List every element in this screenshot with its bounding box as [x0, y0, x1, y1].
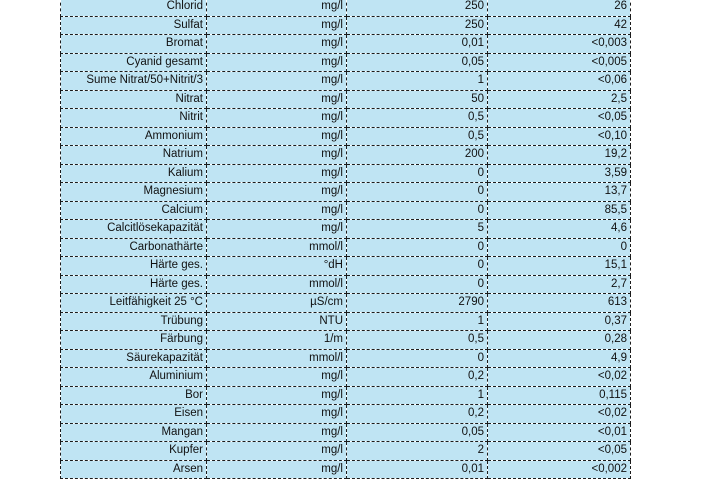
measured-value-cell[interactable]: <0,06	[488, 72, 631, 91]
table-row	[61, 164, 631, 183]
limit-value-cell[interactable]: 1	[347, 386, 488, 405]
parameter-cell[interactable]: Färbung	[61, 331, 207, 350]
limit-value-cell[interactable]: 0	[347, 257, 488, 276]
limit-value-cell[interactable]: 1	[347, 72, 488, 91]
parameter-cell[interactable]: Aluminium	[61, 368, 207, 387]
unit-cell[interactable]: mg/l	[207, 460, 347, 479]
measured-value-cell[interactable]: 2,7	[488, 275, 631, 294]
table-row	[61, 368, 631, 387]
parameter-cell[interactable]: Chlorid	[61, 0, 207, 16]
parameter-cell[interactable]: Härte ges.	[61, 275, 207, 294]
table-row	[61, 312, 631, 331]
parameter-cell[interactable]: Säurekapazität	[61, 349, 207, 368]
limit-value-cell[interactable]: 0	[347, 201, 488, 220]
table-row	[61, 35, 631, 54]
parameter-cell[interactable]: Nitrit	[61, 109, 207, 128]
parameter-cell[interactable]: Eisen	[61, 405, 207, 424]
limit-value-cell[interactable]: 50	[347, 90, 488, 109]
limit-value-cell[interactable]: 0	[347, 275, 488, 294]
measured-value-cell[interactable]: <0,01	[488, 423, 631, 442]
table-row	[61, 72, 631, 91]
unit-cell[interactable]: mmol/l	[207, 275, 347, 294]
unit-cell[interactable]: mmol/l	[207, 349, 347, 368]
table-row	[61, 201, 631, 220]
limit-value-cell[interactable]: 2	[347, 442, 488, 461]
unit-cell[interactable]: mg/l	[207, 16, 347, 35]
unit-cell[interactable]: mg/l	[207, 0, 347, 16]
measured-value-cell[interactable]: 4,9	[488, 349, 631, 368]
parameter-cell[interactable]: Bromat	[61, 35, 207, 54]
unit-cell[interactable]: mg/l	[207, 405, 347, 424]
limit-value-cell[interactable]: 0,05	[347, 423, 488, 442]
limit-value-cell[interactable]: 0,5	[347, 331, 488, 350]
limit-value-cell[interactable]: 0,05	[347, 53, 488, 72]
parameter-cell[interactable]: Trübung	[61, 312, 207, 331]
parameter-cell[interactable]: Cyanid gesamt	[61, 53, 207, 72]
table-body	[61, 0, 631, 479]
limit-value-cell[interactable]: 5	[347, 220, 488, 239]
measured-value-cell[interactable]: 13,7	[488, 183, 631, 202]
table-row	[61, 386, 631, 405]
measured-value-cell[interactable]: 42	[488, 16, 631, 35]
parameter-cell[interactable]: Kupfer	[61, 442, 207, 461]
limit-value-cell[interactable]: 0,01	[347, 35, 488, 54]
measured-value-cell[interactable]: 613	[488, 294, 631, 313]
unit-cell[interactable]: mg/l	[207, 201, 347, 220]
unit-cell[interactable]: °dH	[207, 257, 347, 276]
parameter-cell[interactable]: Arsen	[61, 460, 207, 479]
parameter-cell[interactable]: Härte ges.	[61, 257, 207, 276]
limit-value-cell[interactable]: 0	[347, 164, 488, 183]
parameter-cell[interactable]: Calcium	[61, 201, 207, 220]
limit-value-cell[interactable]: 1	[347, 312, 488, 331]
limit-value-cell[interactable]: 2790	[347, 294, 488, 313]
limit-value-cell[interactable]: 0	[347, 349, 488, 368]
unit-cell[interactable]: mg/l	[207, 72, 347, 91]
table-row	[61, 442, 631, 461]
table-row	[61, 460, 631, 479]
parameter-cell[interactable]: Leitfähigkeit 25 °C	[61, 294, 207, 313]
parameter-cell[interactable]: Kalium	[61, 164, 207, 183]
unit-cell[interactable]: mg/l	[207, 164, 347, 183]
limit-value-cell[interactable]: 0	[347, 183, 488, 202]
measured-value-cell[interactable]: 4,6	[488, 220, 631, 239]
parameter-cell[interactable]: Calcitlösekapazität	[61, 220, 207, 239]
unit-cell[interactable]: mg/l	[207, 109, 347, 128]
table-row	[61, 423, 631, 442]
parameter-cell[interactable]: Sume Nitrat/50+Nitrit/3	[61, 72, 207, 91]
unit-cell[interactable]: mg/l	[207, 386, 347, 405]
measured-value-cell[interactable]: <0,05	[488, 442, 631, 461]
limit-value-cell[interactable]: 0,2	[347, 368, 488, 387]
table-row	[61, 109, 631, 128]
limit-value-cell[interactable]: 0	[347, 238, 488, 257]
measured-value-cell[interactable]: 15,1	[488, 257, 631, 276]
parameter-cell[interactable]: Magnesium	[61, 183, 207, 202]
measured-value-cell[interactable]: <0,005	[488, 53, 631, 72]
table-row	[61, 183, 631, 202]
limit-value-cell[interactable]: 0,2	[347, 405, 488, 424]
measured-value-cell[interactable]: 0,115	[488, 386, 631, 405]
limit-value-cell[interactable]: 0,01	[347, 460, 488, 479]
table-row	[61, 349, 631, 368]
table-row	[61, 331, 631, 350]
limit-value-cell[interactable]: 0,5	[347, 109, 488, 128]
parameter-cell[interactable]: Sulfat	[61, 16, 207, 35]
table-row	[61, 0, 631, 16]
unit-cell[interactable]: µS/cm	[207, 294, 347, 313]
unit-cell[interactable]: mg/l	[207, 35, 347, 54]
parameter-cell[interactable]: Mangan	[61, 423, 207, 442]
unit-cell[interactable]: mmol/l	[207, 238, 347, 257]
unit-cell[interactable]: mg/l	[207, 146, 347, 165]
unit-cell[interactable]: mg/l	[207, 127, 347, 146]
limit-value-cell[interactable]: 200	[347, 146, 488, 165]
table-row	[61, 127, 631, 146]
measured-value-cell[interactable]: 19,2	[488, 146, 631, 165]
table-row	[61, 16, 631, 35]
measured-value-cell[interactable]: <0,02	[488, 368, 631, 387]
measured-value-cell[interactable]: 2,5	[488, 90, 631, 109]
measured-value-cell[interactable]: 3,59	[488, 164, 631, 183]
table-row	[61, 146, 631, 165]
unit-cell[interactable]: mg/l	[207, 442, 347, 461]
parameter-cell[interactable]: Nitrat	[61, 90, 207, 109]
measured-value-cell[interactable]: 0,28	[488, 331, 631, 350]
table-row	[61, 53, 631, 72]
unit-cell[interactable]: mg/l	[207, 53, 347, 72]
measured-value-cell[interactable]: <0,10	[488, 127, 631, 146]
measured-value-cell[interactable]: <0,003	[488, 35, 631, 54]
unit-cell[interactable]: mg/l	[207, 183, 347, 202]
limit-value-cell[interactable]: 0,5	[347, 127, 488, 146]
table-row	[61, 275, 631, 294]
measured-value-cell[interactable]: <0,002	[488, 460, 631, 479]
limit-value-cell[interactable]: 250	[347, 16, 488, 35]
table-row	[61, 220, 631, 239]
table-row	[61, 90, 631, 109]
unit-cell[interactable]: mg/l	[207, 220, 347, 239]
table-row	[61, 257, 631, 276]
water-analysis-sheet	[60, 0, 630, 479]
measured-value-cell[interactable]: <0,02	[488, 405, 631, 424]
table-row	[61, 238, 631, 257]
parameter-cell[interactable]: Natrium	[61, 146, 207, 165]
unit-cell[interactable]: NTU	[207, 312, 347, 331]
unit-cell[interactable]: 1/m	[207, 331, 347, 350]
measured-value-cell[interactable]: <0,05	[488, 109, 631, 128]
parameter-cell[interactable]: Carbonathärte	[61, 238, 207, 257]
unit-cell[interactable]: mg/l	[207, 423, 347, 442]
measured-value-cell[interactable]: 0,37	[488, 312, 631, 331]
unit-cell[interactable]: mg/l	[207, 368, 347, 387]
table-row	[61, 294, 631, 313]
measured-value-cell[interactable]: 85,5	[488, 201, 631, 220]
measured-value-cell[interactable]: 26	[488, 0, 631, 16]
measured-value-cell[interactable]: 0	[488, 238, 631, 257]
parameter-cell[interactable]: Bor	[61, 386, 207, 405]
table-row	[61, 405, 631, 424]
unit-cell[interactable]: mg/l	[207, 90, 347, 109]
water-analysis-table	[60, 0, 631, 479]
limit-value-cell[interactable]: 250	[347, 0, 488, 16]
parameter-cell[interactable]: Ammonium	[61, 127, 207, 146]
